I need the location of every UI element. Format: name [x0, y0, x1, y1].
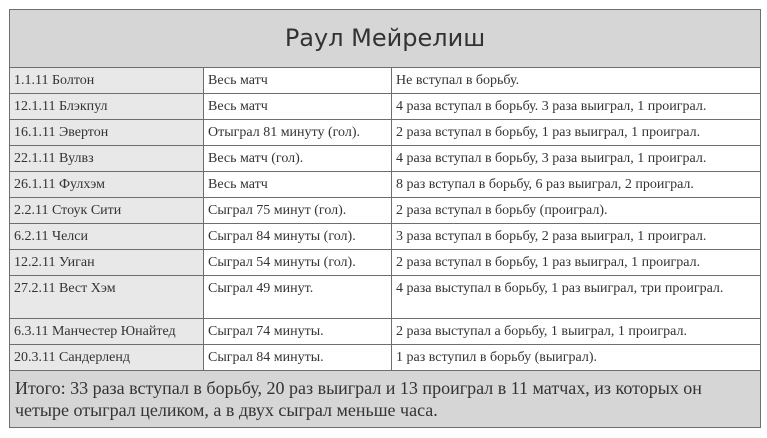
tackles-cell: Не вступал в борьбу. — [392, 68, 761, 94]
table-row — [10, 120, 761, 146]
table-row — [10, 276, 761, 319]
table-row — [10, 172, 761, 198]
tackles-cell: 1 раз вступил в борьбу (выиграл). — [392, 345, 761, 371]
match-cell: 12.1.11 Блэкпул — [10, 94, 204, 120]
table-row — [10, 345, 761, 371]
match-cell: 6.3.11 Манчестер Юнайтед — [10, 319, 204, 345]
match-cell: 27.2.11 Вест Хэм — [10, 276, 204, 319]
match-cell: 16.1.11 Эвертон — [10, 120, 204, 146]
time-cell: Весь матч — [204, 172, 392, 198]
tackles-cell: 4 раза выступал в борьбу, 1 раз выиграл, три проиграл. — [392, 276, 761, 319]
table-row — [10, 146, 761, 172]
time-cell: Весь матч — [204, 94, 392, 120]
match-cell: 26.1.11 Фулхэм — [10, 172, 204, 198]
match-cell: 1.1.11 Болтон — [10, 68, 204, 94]
tackles-cell: 2 раза выступал а борьбу, 1 выиграл, 1 проиграл. — [392, 319, 761, 345]
stats-table-container — [9, 9, 760, 428]
time-cell: Отыграл 81 минуту (гол). — [204, 120, 392, 146]
table-row — [10, 198, 761, 224]
summary-text: Итого: 33 раза вступал в борьбу, 20 раз выиграл и 13 проиграл в 11 матчах, из которых он четыре отыграл целиком, а в двух сыграл меньше часа. — [10, 371, 761, 428]
time-cell: Сыграл 74 минуты. — [204, 319, 392, 345]
table-title: Раул Мейрелиш — [10, 10, 761, 68]
tackles-cell: 3 раза вступал в борьбу, 2 раза выиграл, 1 проиграл. — [392, 224, 761, 250]
tackles-cell: 2 раза вступал в борьбу, 1 раз выиграл, 1 проиграл. — [392, 120, 761, 146]
match-cell: 20.3.11 Сандерленд — [10, 345, 204, 371]
table-row — [10, 68, 761, 94]
time-cell: Сыграл 54 минуты (гол). — [204, 250, 392, 276]
match-cell: 12.2.11 Уиган — [10, 250, 204, 276]
table-row — [10, 319, 761, 345]
tackles-cell: 2 раза вступал в борьбу, 1 раз выиграл, 1 проиграл. — [392, 250, 761, 276]
table-row — [10, 94, 761, 120]
time-cell: Весь матч (гол). — [204, 146, 392, 172]
match-cell: 2.2.11 Стоук Сити — [10, 198, 204, 224]
match-cell: 22.1.11 Вулвз — [10, 146, 204, 172]
time-cell: Сыграл 84 минуты. — [204, 345, 392, 371]
table-row — [10, 250, 761, 276]
tackles-cell: 4 раза вступал в борьбу. 3 раза выиграл, 1 проиграл. — [392, 94, 761, 120]
time-cell: Сыграл 49 минут. — [204, 276, 392, 319]
tackles-cell: 4 раза вступал в борьбу, 3 раза выиграл, 1 проиграл. — [392, 146, 761, 172]
time-cell: Сыграл 75 минут (гол). — [204, 198, 392, 224]
table-row — [10, 224, 761, 250]
stats-table — [9, 9, 761, 428]
match-cell: 6.2.11 Челси — [10, 224, 204, 250]
tackles-cell: 2 раза вступал в борьбу (проиграл). — [392, 198, 761, 224]
tackles-cell: 8 раз вступал в борьбу, 6 раз выиграл, 2 проиграл. — [392, 172, 761, 198]
time-cell: Весь матч — [204, 68, 392, 94]
time-cell: Сыграл 84 минуты (гол). — [204, 224, 392, 250]
